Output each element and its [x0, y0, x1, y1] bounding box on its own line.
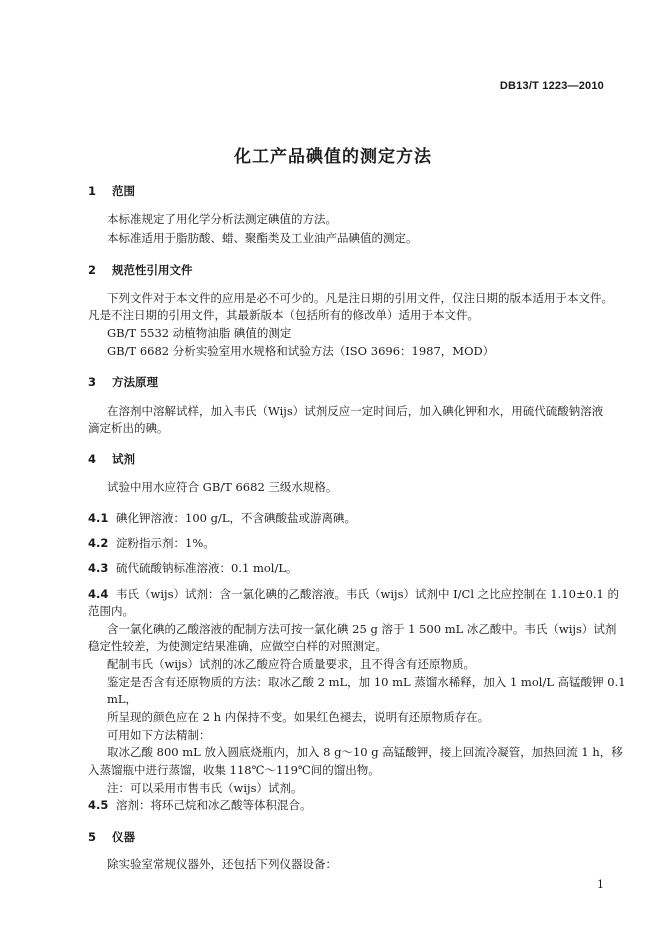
paragraph: 可用如下方法精制：: [107, 728, 211, 742]
section-number: 5: [88, 830, 97, 844]
item-number: 4.4: [88, 587, 109, 601]
item-number: 4.2: [88, 536, 109, 550]
section-title: 规范性引用文件: [112, 263, 193, 277]
paragraph-continuation: 滴定析出的碘。: [88, 421, 169, 435]
paragraph-continuation: 范围内。: [88, 604, 134, 618]
paragraph: 试验中用水应符合 GB/T 6682 三级水规格。: [107, 480, 338, 494]
item-4-5: [88, 797, 312, 813]
paragraph-continuation: 稳定性较差，为使测定结果准确，应做空白样的对照测定。: [88, 639, 387, 653]
section-number: 1: [88, 184, 97, 198]
item-4-3: [88, 560, 297, 576]
section-title: 范围: [112, 184, 135, 198]
item-4-1: [88, 510, 356, 526]
section-number: 4: [88, 452, 97, 466]
paragraph: 下列文件对于本文件的应用是必不可少的。凡是注日期的引用文件，仅注日期的版本适用于本文件。: [107, 291, 613, 305]
paragraph-continuation: mL，: [107, 692, 138, 706]
section-3-heading: [88, 374, 158, 390]
item-4-4: [88, 586, 619, 602]
reference-item: GB/T 6682 分析实验室用水规格和试验方法（ISO 3696：1987，MOD）: [107, 344, 495, 358]
page-number: 1: [597, 878, 604, 891]
paragraph: 本标准适用于脂肪酸、蜡、聚酯类及工业油产品碘值的测定。: [107, 231, 418, 245]
standard-code: DB13/T 1223—2010: [499, 80, 604, 92]
document-title: 化工产品碘值的测定方法: [234, 147, 432, 167]
section-2-heading: [88, 262, 193, 278]
section-number: 3: [88, 375, 97, 389]
paragraph: 本标准规定了用化学分析法测定碘值的方法。: [107, 212, 337, 226]
paragraph: 除实验室常规仪器外，还包括下列仪器设备：: [107, 857, 337, 871]
item-number: 4.1: [88, 511, 109, 525]
note: 注：可以采用市售韦氏（wijs）试剂。: [107, 781, 303, 795]
section-title: 方法原理: [112, 375, 158, 389]
item-text: 硫代硫酸钠标准溶液：0.1 mol/L。: [116, 561, 298, 575]
section-number: 2: [88, 263, 97, 277]
section-1-heading: [88, 183, 135, 199]
item-number: 4.5: [88, 798, 109, 812]
item-4-2: [88, 535, 215, 551]
paragraph: 鉴定是否含有还原物质的方法：取冰乙酸 2 mL，加 10 mL 蒸馏水稀释，加入 1 mol/L 高锰酸钾 0.1: [107, 675, 626, 689]
paragraph: 配制韦氏（wijs）试剂的冰乙酸应符合质量要求，且不得含有还原物质。: [107, 657, 475, 671]
item-text: 溶剂：将环己烷和冰乙酸等体积混合。: [116, 798, 312, 812]
item-number: 4.3: [88, 561, 109, 575]
paragraph: 含一氯化碘的乙酸溶液的配制方法可按一氯化碘 25 g 溶于 1 500 mL 冰乙酸中。韦氏（wijs）试剂: [107, 622, 617, 636]
section-title: 仪器: [112, 830, 135, 844]
section-title: 试剂: [112, 452, 135, 466]
paragraph-continuation: 凡是不注日期的引用文件，其最新版本（包括所有的修改单）适用于本文件。: [88, 308, 479, 322]
paragraph: 所呈现的颜色应在 2 h 内保持不变。如果红色褪去，说明有还原物质存在。: [107, 710, 490, 724]
paragraph: 在溶剂中溶解试样，加入韦氏（Wijs）试剂反应一定时间后，加入碘化钾和水，用硫代硫酸钠溶液: [107, 404, 604, 418]
item-text: 碘化钾溶液：100 g/L，不含碘酸盐或游离碘。: [116, 511, 356, 525]
paragraph: 取冰乙酸 800 mL 放入圆底烧瓶内，加入 8 g～10 g 高锰酸钾，接上回流冷凝管，加热回流 1 h，移: [107, 745, 623, 759]
section-5-heading: [88, 829, 135, 845]
reference-item: GB/T 5532 动植物油脂 碘值的测定: [107, 326, 292, 340]
item-text: 淀粉指示剂：1%。: [116, 536, 215, 550]
section-4-heading: [88, 451, 135, 467]
item-text: 韦氏（wijs）试剂：含一氯化碘的乙酸溶液。韦氏（wijs）试剂中 I/Cl 之比应控制在 1.10±0.1 的: [116, 587, 620, 601]
paragraph-continuation: 入蒸馏瓶中进行蒸馏，收集 118℃～119℃间的馏出物。: [88, 763, 380, 777]
